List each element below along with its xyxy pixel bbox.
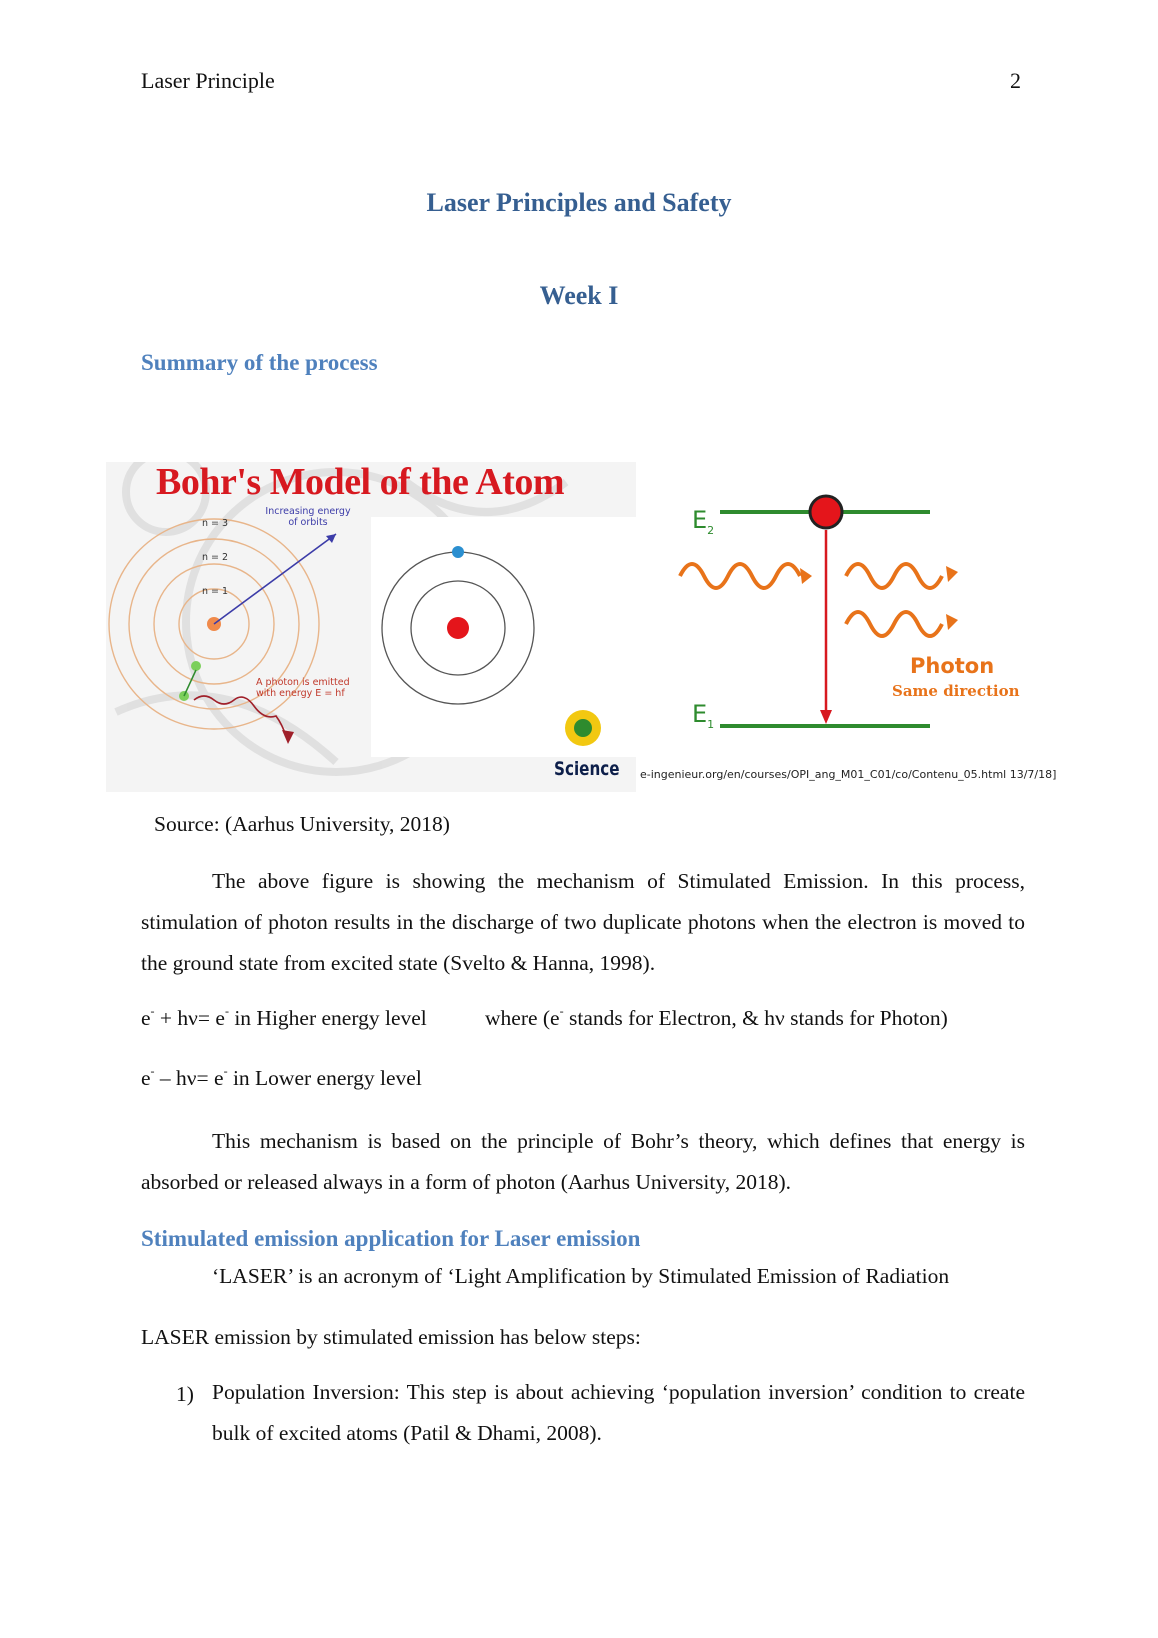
paragraph-bohr-theory: This mechanism is based on the principle of Bohr’s theory, which defines that energy is absorbed or released always in a form of photon (Aarhus University, 2018). (141, 1129, 1025, 1194)
paragraph-steps-intro: LASER emission by stimulated emission has below steps: (141, 1325, 641, 1349)
e2-letter: E (692, 506, 708, 534)
stimulated-emission-figure (640, 472, 1100, 792)
equation-higher-level (141, 1006, 427, 1031)
science-logo-icon (565, 710, 601, 746)
eq1-end: in Higher energy level (228, 1006, 427, 1030)
figure-source: Source: (Aarhus University, 2018) (154, 812, 450, 836)
orbit-label-n1: n = 1 (202, 586, 229, 597)
list-item-number: 1) (176, 1382, 194, 1406)
increasing-energy-label (258, 506, 358, 528)
stimulated-wave-2-arrowhead (946, 614, 958, 630)
e2-subscript: 2 (707, 523, 715, 537)
photon-emitted-line-1: A photon is emitted (256, 677, 350, 688)
bohr-model-figure (106, 462, 636, 792)
incident-wave-arrowhead (800, 568, 812, 584)
incident-photon-wave (680, 564, 800, 588)
running-title: Laser Principle (141, 68, 275, 93)
paragraph-stimulated-emission: The above figure is showing the mechanism of Stimulated Emission. In this process, stimulation of photon results in the discharge of two duplicate photons when the electron is moved to the ground state from excited state (Svelto & Hanna, 1998). (141, 869, 1025, 975)
figure-credit: e-ingenieur.org/en/courses/OPI_ang_M01_C01/co/Contenu_05.html 13/7/18] (640, 768, 1057, 781)
e1-label (692, 700, 714, 731)
week-heading: Week I (539, 281, 619, 310)
photon-label: Photon (910, 654, 995, 678)
photon-emitted-line-2: with energy E = hf (256, 688, 345, 699)
atom-electron (452, 546, 464, 558)
document-title: Laser Principles and Safety (426, 188, 732, 217)
eq2-middle: – hν= e (154, 1066, 224, 1090)
e1-letter: E (692, 700, 708, 728)
atom-nucleus (447, 617, 469, 639)
legend-end: stands for Electron, & hν stands for Photon) (563, 1006, 948, 1030)
legend-sup: - (559, 1004, 564, 1018)
paragraph-laser-acronym: ‘LASER’ is an acronym of ‘Light Amplification by Stimulated Emission of Radiation (212, 1264, 950, 1288)
science-logo-text: Science (554, 758, 620, 780)
of-orbits-line: of orbits (288, 517, 328, 528)
eq2-sup2: - (223, 1064, 228, 1078)
stimulated-emission-heading: Stimulated emission application for Laser emission (141, 1226, 641, 1251)
eq2-end: in Lower energy level (227, 1066, 422, 1090)
eq1-sup1: - (150, 1004, 155, 1018)
photon-emitted-label (256, 677, 350, 699)
stimulated-photon-wave-1 (846, 564, 942, 588)
increasing-energy-line: Increasing energy (265, 506, 351, 517)
same-direction-label: Same direction (892, 682, 1020, 700)
eq2-electron: e (141, 1066, 151, 1090)
equation-legend (485, 1006, 948, 1031)
eq2-sup1: - (150, 1064, 155, 1078)
bohr-model-title: Bohr's Model of the Atom (156, 461, 565, 503)
summary-heading: Summary of the process (141, 350, 378, 375)
stimulated-wave-1-arrowhead (946, 566, 958, 582)
legend-start: where (e (485, 1006, 560, 1030)
electron-outer (191, 661, 201, 671)
bohr-model-diagram (106, 462, 636, 792)
page-number: 2 (1010, 68, 1021, 93)
e2-label (692, 506, 714, 537)
transition-arrowhead (820, 710, 832, 724)
eq1-sup2: - (224, 1004, 229, 1018)
list-item-population-inversion: Population Inversion: This step is about achieving ‘population inversion’ condition to create bulk of excited atoms (Patil & Dhami, 2008). (212, 1380, 1025, 1445)
excited-electron (810, 496, 842, 528)
orbit-label-n2: n = 2 (202, 552, 229, 563)
eq1-middle: + hν= e (154, 1006, 225, 1030)
stimulated-photon-wave-2 (846, 612, 942, 636)
orbit-label-n3: n = 3 (202, 518, 229, 529)
eq1-electron: e (141, 1006, 151, 1030)
e1-subscript: 1 (707, 717, 715, 731)
equation-lower-level (141, 1066, 422, 1091)
